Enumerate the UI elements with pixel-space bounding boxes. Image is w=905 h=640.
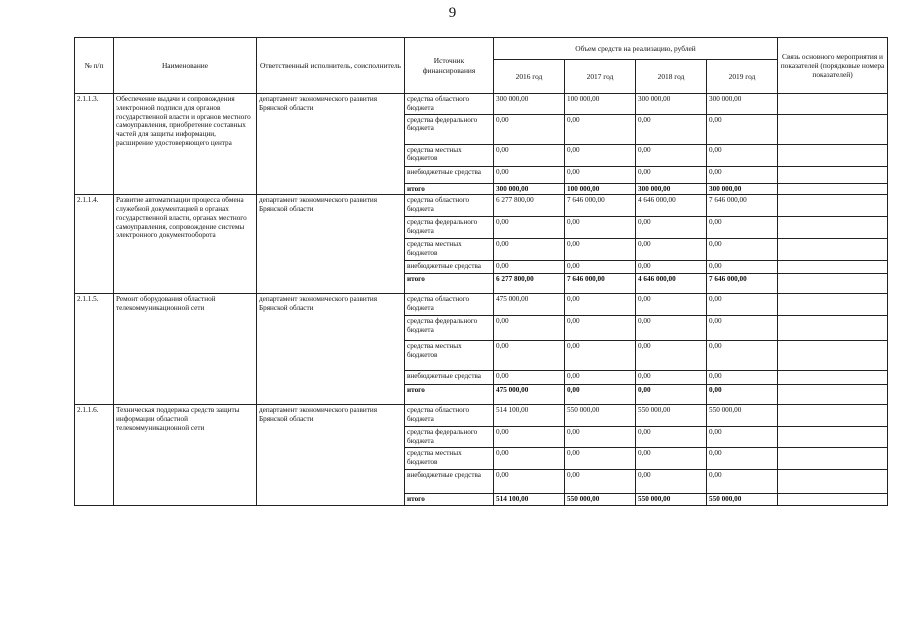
funding-source: средства областного бюджета [405,94,494,115]
amount-cell: 0,00 [636,294,707,316]
item-executor: департамент экономического развития Брянской области [257,195,405,294]
amount-cell: 0,00 [494,341,565,371]
amount-cell: 0,00 [707,448,778,470]
table-row [75,195,888,217]
amount-cell: 514 100,00 [494,405,565,427]
amount-cell: 0,00 [565,470,636,494]
amount-cell: 0,00 [494,261,565,274]
amount-cell: 0,00 [707,261,778,274]
funding-source: средства федерального бюджета [405,427,494,448]
amount-cell: 0,00 [707,294,778,316]
amount-cell: 550 000,00 [565,405,636,427]
amount-cell: 0,00 [565,385,636,405]
amount-cell: 100 000,00 [565,94,636,115]
amount-cell: 0,00 [494,166,565,183]
amount-cell: 0,00 [565,371,636,385]
funding-source: средства местных бюджетов [405,448,494,470]
amount-cell: 4 646 000,00 [636,195,707,217]
amount-cell: 7 646 000,00 [707,274,778,294]
item-executor: департамент экономического развития Брянской области [257,94,405,195]
link-cell [778,274,888,294]
amount-cell: 0,00 [707,427,778,448]
amount-cell: 0,00 [636,114,707,144]
amount-cell: 0,00 [707,385,778,405]
header-year: 2018 год [636,60,707,94]
amount-cell: 0,00 [636,144,707,166]
table-row [75,294,888,316]
item-number: 2.1.1.5. [75,294,114,405]
amount-cell: 0,00 [707,114,778,144]
funding-source: итого [405,274,494,294]
amount-cell: 6 277 800,00 [494,195,565,217]
amount-cell: 0,00 [565,217,636,239]
link-cell [778,239,888,261]
amount-cell: 0,00 [494,239,565,261]
amount-cell: 7 646 000,00 [565,274,636,294]
table-header [75,38,888,94]
link-cell [778,166,888,183]
amount-cell: 0,00 [494,371,565,385]
amount-cell: 300 000,00 [636,94,707,115]
amount-cell: 0,00 [494,114,565,144]
link-cell [778,217,888,239]
link-cell [778,114,888,144]
amount-cell: 100 000,00 [565,183,636,195]
amount-cell: 300 000,00 [707,183,778,195]
funding-source: внебюджетные средства [405,261,494,274]
amount-cell: 0,00 [636,316,707,341]
funding-source: внебюджетные средства [405,470,494,494]
amount-cell: 6 277 800,00 [494,274,565,294]
amount-cell: 0,00 [494,427,565,448]
amount-cell: 0,00 [636,166,707,183]
header-num: № п/п [75,38,114,94]
amount-cell: 0,00 [494,470,565,494]
amount-cell: 0,00 [707,166,778,183]
amount-cell: 0,00 [494,448,565,470]
amount-cell: 0,00 [636,371,707,385]
link-cell [778,195,888,217]
amount-cell: 0,00 [494,217,565,239]
link-cell [778,183,888,195]
amount-cell: 0,00 [636,470,707,494]
header-link: Связь основного мероприятия и показателей (порядковые номера показателей) [778,38,888,94]
link-cell [778,470,888,494]
funding-source: итого [405,385,494,405]
amount-cell: 0,00 [707,371,778,385]
link-cell [778,427,888,448]
amount-cell: 550 000,00 [707,405,778,427]
amount-cell: 514 100,00 [494,494,565,506]
amount-cell: 0,00 [565,294,636,316]
amount-cell: 0,00 [636,341,707,371]
amount-cell: 7 646 000,00 [565,195,636,217]
amount-cell: 0,00 [707,144,778,166]
amount-cell: 0,00 [565,448,636,470]
table-row [75,94,888,115]
amount-cell: 300 000,00 [707,94,778,115]
header-year: 2017 год [565,60,636,94]
item-name: Обеспечение выдачи и сопровождения электронной подписи для органов государственной власти и органов местного самоуправления, приобретение составных частей для защиты информации, расширение удостоверяющего центра [114,94,257,195]
amount-cell: 0,00 [707,316,778,341]
amount-cell: 0,00 [636,427,707,448]
amount-cell: 550 000,00 [565,494,636,506]
amount-cell: 0,00 [707,341,778,371]
amount-cell: 300 000,00 [494,183,565,195]
header-source: Источник финансирования [405,38,494,94]
funding-source: средства федерального бюджета [405,114,494,144]
funding-source: средства областного бюджета [405,405,494,427]
amount-cell: 0,00 [565,341,636,371]
amount-cell: 0,00 [636,239,707,261]
funding-source: средства федерального бюджета [405,217,494,239]
link-cell [778,494,888,506]
item-name: Техническая поддержка средств защиты информации областной телекоммуникационной сети [114,405,257,506]
amount-cell: 0,00 [565,166,636,183]
amount-cell: 0,00 [636,261,707,274]
amount-cell: 4 646 000,00 [636,274,707,294]
link-cell [778,405,888,427]
amount-cell: 0,00 [565,427,636,448]
item-number: 2.1.1.6. [75,405,114,506]
amount-cell: 0,00 [565,239,636,261]
link-cell [778,316,888,341]
header-volume: Объем средств на реализацию, рублей [494,38,778,60]
amount-cell: 0,00 [494,316,565,341]
header-executor: Ответственный исполнитель, соисполнитель [257,38,405,94]
amount-cell: 300 000,00 [636,183,707,195]
link-cell [778,261,888,274]
amount-cell: 0,00 [636,217,707,239]
link-cell [778,448,888,470]
page-number: 9 [448,5,457,21]
item-executor: департамент экономического развития Брянской области [257,294,405,405]
funding-source: внебюджетные средства [405,166,494,183]
amount-cell: 550 000,00 [636,405,707,427]
table-row [75,405,888,427]
amount-cell: 300 000,00 [494,94,565,115]
amount-cell: 475 000,00 [494,385,565,405]
header-year: 2019 год [707,60,778,94]
funding-source: средства областного бюджета [405,294,494,316]
amount-cell: 0,00 [565,261,636,274]
link-cell [778,385,888,405]
amount-cell: 475 000,00 [494,294,565,316]
header-name: Наименование [114,38,257,94]
funding-source: итого [405,183,494,195]
funding-source: итого [405,494,494,506]
amount-cell: 7 646 000,00 [707,195,778,217]
link-cell [778,294,888,316]
amount-cell: 0,00 [707,239,778,261]
amount-cell: 0,00 [565,316,636,341]
amount-cell: 0,00 [636,448,707,470]
link-cell [778,94,888,115]
funding-table [74,37,888,506]
amount-cell: 0,00 [636,385,707,405]
funding-source: средства областного бюджета [405,195,494,217]
item-executor: департамент экономического развития Брянской области [257,405,405,506]
amount-cell: 550 000,00 [707,494,778,506]
link-cell [778,341,888,371]
amount-cell: 0,00 [707,470,778,494]
funding-source: средства федерального бюджета [405,316,494,341]
amount-cell: 550 000,00 [636,494,707,506]
link-cell [778,371,888,385]
link-cell [778,144,888,166]
funding-source: средства местных бюджетов [405,239,494,261]
header-year: 2016 год [494,60,565,94]
funding-source: внебюджетные средства [405,371,494,385]
item-name: Развитие автоматизации процесса обмена служебной документацией в органах государственной власти, органах местного самоуправления, сопровождение системы электронного документооборота [114,195,257,294]
amount-cell: 0,00 [707,217,778,239]
item-number: 2.1.1.3. [75,94,114,195]
item-name: Ремонт оборудования областной телекоммуникационной сети [114,294,257,405]
amount-cell: 0,00 [494,144,565,166]
funding-source: средства местных бюджетов [405,144,494,166]
amount-cell: 0,00 [565,144,636,166]
funding-source: средства местных бюджетов [405,341,494,371]
amount-cell: 0,00 [565,114,636,144]
item-number: 2.1.1.4. [75,195,114,294]
table-body [75,94,888,506]
